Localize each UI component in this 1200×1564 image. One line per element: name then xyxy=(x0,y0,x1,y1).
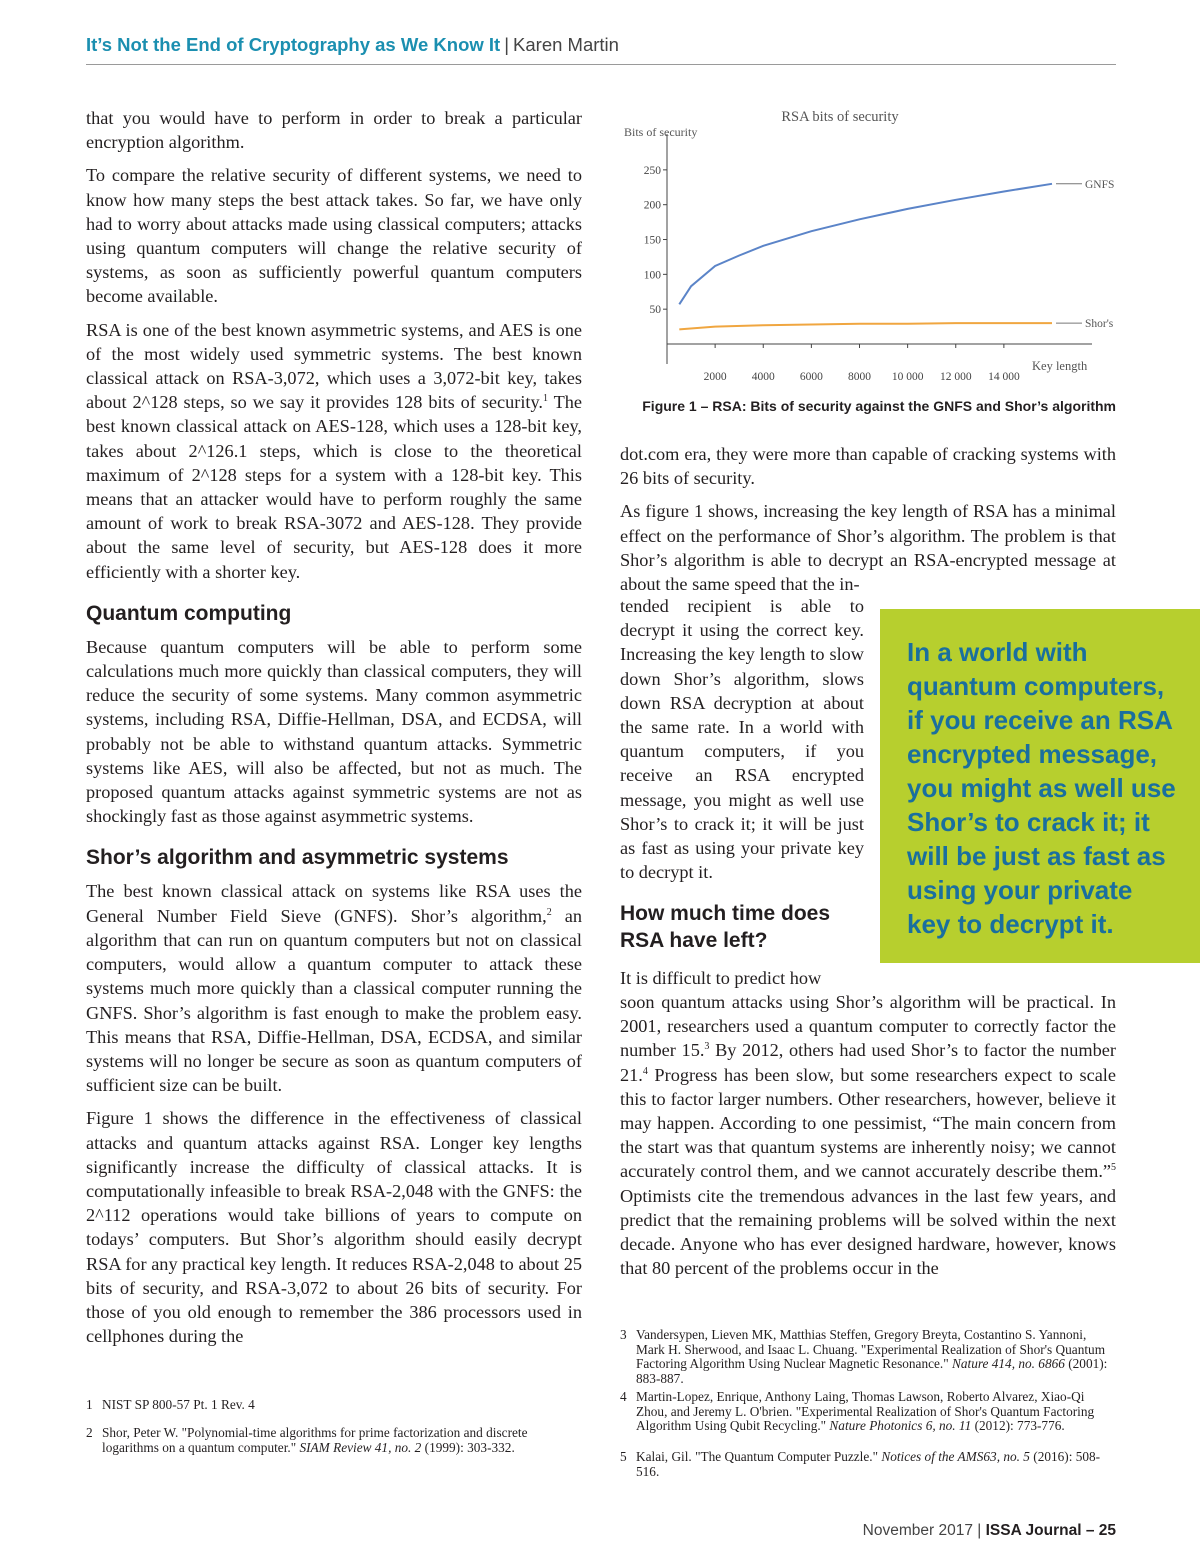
footnote-5 xyxy=(620,1450,1116,1479)
paragraph-text: soon quantum attacks using Shor’s algorithm will be practical. In 2001, researchers used a quantum computer to correctly factor the number 15. xyxy=(620,992,1116,1061)
footnote-source: Nature Photonics 6, no. 11 xyxy=(829,1418,972,1434)
pull-quote xyxy=(880,609,1200,963)
footnote-number: 5 xyxy=(620,1449,627,1464)
rsa-security-chart xyxy=(620,104,1116,394)
y-tick-label: 100 xyxy=(643,269,661,282)
footnote-source: Notices of the AMS63, no. 5 xyxy=(881,1449,1030,1464)
x-tick-label: 12 000 xyxy=(939,371,972,383)
paragraph: To compare the relative security of different systems, we need to know how many steps the best attack takes. So far, we have only had to worry about attacks made using classical computers; attacks using quantum computers will change the relative security of systems, as soon as sufficiently powerful quantum computers become available. xyxy=(86,165,582,307)
footnote-text: (1999): 303-332. xyxy=(421,1439,515,1455)
series-line-gnfs xyxy=(679,184,1052,304)
y-tick-label: 50 xyxy=(649,304,661,317)
x-axis-label: Key length xyxy=(1032,359,1088,373)
issue-date: November 2017 xyxy=(862,1522,973,1539)
paragraph-text: The best known classical attack on systems like RSA uses the General Number Field Sieve (GNFS). Shor’s algorithm, xyxy=(86,881,582,926)
paragraph-text: an algorithm that can run on quantum computers but not on classical computers, would allow a quantum computer to attack these systems much more quickly than a classical computer running the GNFS. Shor’s algorithm is fast enough to make the problem easy. This means that RSA, Diffie-Hellman, DSA, ECDSA, and similar systems will no longer be secure as soon as quantum computers of sufficient size can be built. xyxy=(86,905,583,1096)
pull-quote-text: In a world with quantum computers, if you receive an RSA encrypted message, you might as well use Shor’s to crack it; it will be just as fast as using your private key to decrypt it. xyxy=(907,637,1176,939)
footnote-ref: 3 xyxy=(704,1041,710,1053)
footnote-text: (2012): 773-776. xyxy=(971,1418,1065,1434)
footnote-ref: 1 xyxy=(543,393,549,405)
footnote-source: Nature 414, no. 6866 xyxy=(951,1356,1065,1372)
series-label: GNFS xyxy=(1085,178,1115,191)
page-footer xyxy=(863,1522,1116,1540)
paragraph: that you would have to perform in order to break a particular encryption algorithm. xyxy=(86,108,582,153)
footnote-ref: 2 xyxy=(546,906,552,918)
chart-title: RSA bits of security xyxy=(781,109,899,125)
wrapped-paragraph: tended recipient is able to decrypt it using the correct key. Increasing the key length to slow down Shor’s algorithm, slows down RSA decryption at about the same rate. In a world with quantum computers, if you receive an RSA encrypted message, you might as well use Shor’s to crack it; it will be just as fast as using your private key to decrypt it. xyxy=(620,596,864,883)
header-separator: | xyxy=(504,34,510,55)
article-title: It’s Not the End of Cryptography as We Know It xyxy=(86,34,501,55)
footnote-2 xyxy=(86,1426,566,1455)
header-rule xyxy=(86,64,1116,65)
wrapped-paragraph: It is difficult to predict how xyxy=(620,968,822,988)
figure-caption: Figure 1 – RSA: Bits of security against the GNFS and Shor’s algorithm xyxy=(642,398,1116,414)
paragraph: As figure 1 shows, increasing the key length of RSA has a minimal effect on the performance of Shor’s algorithm. The problem is that Shor’s algorithm is able to decrypt an RSA-encrypted message at about the same speed that the in- xyxy=(620,501,1116,595)
footnote-number: 2 xyxy=(86,1425,93,1440)
running-header xyxy=(86,34,1116,56)
journal-page: ISSA Journal – 25 xyxy=(985,1522,1116,1539)
footnote-text: Martin-Lopez, Enrique, Anthony Laing, Thomas Lawson, Roberto Alvarez, Xiao-Qi Zhou, and Jeremy L. O'brien. "Experimental Realization of Shor's Quantum Factoring Algorithm Using Qubit Recycling." xyxy=(636,1389,1095,1434)
series-label: Shor's xyxy=(1085,318,1114,331)
paragraph: dot.com era, they were more than capable of cracking systems with 26 bits of security. xyxy=(620,444,1116,489)
footnote-1 xyxy=(86,1398,582,1413)
paragraph: Figure 1 shows the difference in the effectiveness of classical attacks and quantum attacks against RSA. Longer key lengths significantly increase the difficulty of classical attacks. It is computationally infeasible to break RSA-2,048 with the GNFS: the 2^112 operations would take billions of years to compute on todays’ computers. But Shor’s algorithm should easily decrypt RSA for any practical key length. It reduces RSA-2,048 to about 25 bits of security, and RSA-3,072 to about 26 bits of security. For those of you old enough to remember the 386 processors used in cellphones during the xyxy=(86,1108,582,1347)
paragraph: Because quantum computers will be able to perform some calculations much more quickly than classical computers, they will reduce the security of some systems. Many common asymmetric systems, including RSA, Diffie-Hellman, DSA, and ECDSA, will probably not be able to withstand quantum attacks. Symmetric systems like AES, will also be affected, but not as much. The proposed quantum attacks against symmetric systems are not as shockingly fast as those against asymmetric systems. xyxy=(86,636,582,827)
footnote-text: (2001): 883-887. xyxy=(636,1356,1108,1386)
paragraph-text: Optimists cite the tremendous advances in the last few years, and predict that the remaining problems will be solved within the next decade. Anyone who has ever designed hardware, however, knows that 80 percent of the problems occur in the xyxy=(620,1185,1116,1279)
footnote-text: (2016): 508-516. xyxy=(636,1449,1101,1479)
footnote-3 xyxy=(620,1328,1116,1386)
footnote-text: Vandersypen, Lieven MK, Matthias Steffen, Gregory Breyta, Costantino S. Yannoni, Mark H. Sherwood, and Isaac L. Chuang. "Experimental Realization of Shor's Quantum Factoring Algorithm Using Nuclear Magnetic Resonance." xyxy=(636,1327,1106,1372)
footnote-number: 3 xyxy=(620,1327,627,1342)
paragraph xyxy=(620,990,1116,1280)
x-tick-label: 8000 xyxy=(848,371,871,383)
footnote-number: 4 xyxy=(620,1389,627,1404)
x-tick-label: 2000 xyxy=(703,371,727,383)
footnote-text: Shor, Peter W. "Polynomial-time algorithms for prime factorization and discrete logarithms on a quantum computer." xyxy=(102,1425,528,1455)
footnote-ref: 4 xyxy=(642,1065,648,1077)
section-heading: How much time does RSA have left? xyxy=(620,902,831,952)
x-tick-label: 6000 xyxy=(799,371,823,383)
footnote-number: 1 xyxy=(86,1397,93,1412)
figure-1 xyxy=(620,104,1116,420)
paragraph-text: RSA is one of the best known asymmetric systems, and AES is one of the most widely used symmetric systems. The best known classical attack on RSA-3,072, which uses a 3,072-bit key, takes about 2^128 steps, so we say it provides 128 bits of security. xyxy=(86,319,582,413)
paragraph-text: The best known classical attack on AES-128, which uses a 128-bit key, takes about 2^126.1 steps, which is close to the theoretical maximum of 2^128 steps for a system with a 128-bit key. This means that an attacker would have to perform roughly the same amount of work to break RSA-3072 and AES-128. They provide about the same level of security, but AES-128 does it more efficiently with a shorter key. xyxy=(86,392,582,582)
footnote-4 xyxy=(620,1390,1116,1434)
x-tick-label: 4000 xyxy=(751,371,775,383)
x-tick-label: 14 000 xyxy=(988,371,1020,383)
section-heading: Quantum computing xyxy=(86,601,292,625)
y-tick-label: 200 xyxy=(643,199,661,212)
article-author: Karen Martin xyxy=(513,34,619,55)
paragraph xyxy=(86,879,582,1097)
section-heading: Shor’s algorithm and asymmetric systems xyxy=(86,846,509,870)
y-tick-label: 250 xyxy=(643,164,661,177)
paragraph-text: Progress has been slow, but some researchers expect to scale this to factor larger numbers. Other researchers, however, believe it may happen. According to one pessimist, “The main concern from the start was that quantum systems are inherently noisy; we cannot accurately control them, and we cannot accurately describe them.” xyxy=(620,1064,1116,1182)
paragraph xyxy=(86,318,582,584)
left-column xyxy=(86,106,582,1357)
y-tick-label: 150 xyxy=(643,234,661,247)
right-column-lower xyxy=(620,990,1116,1289)
footer-separator: | xyxy=(977,1522,982,1539)
right-column xyxy=(620,442,1116,605)
series-line-shors xyxy=(679,323,1052,329)
footnote-ref: 5 xyxy=(1111,1162,1116,1174)
y-axis-label: Bits of security xyxy=(624,125,698,139)
paragraph-text: By 2012, others had used Shor’s to factor the number 21. xyxy=(620,1040,1116,1085)
x-tick-label: 10 000 xyxy=(891,371,924,383)
footnote-source: SIAM Review 41, no. 2 xyxy=(299,1439,422,1455)
footnote-text: NIST SP 800-57 Pt. 1 Rev. 4 xyxy=(102,1397,255,1412)
footnote-text: Kalai, Gil. "The Quantum Computer Puzzle." xyxy=(636,1449,882,1464)
